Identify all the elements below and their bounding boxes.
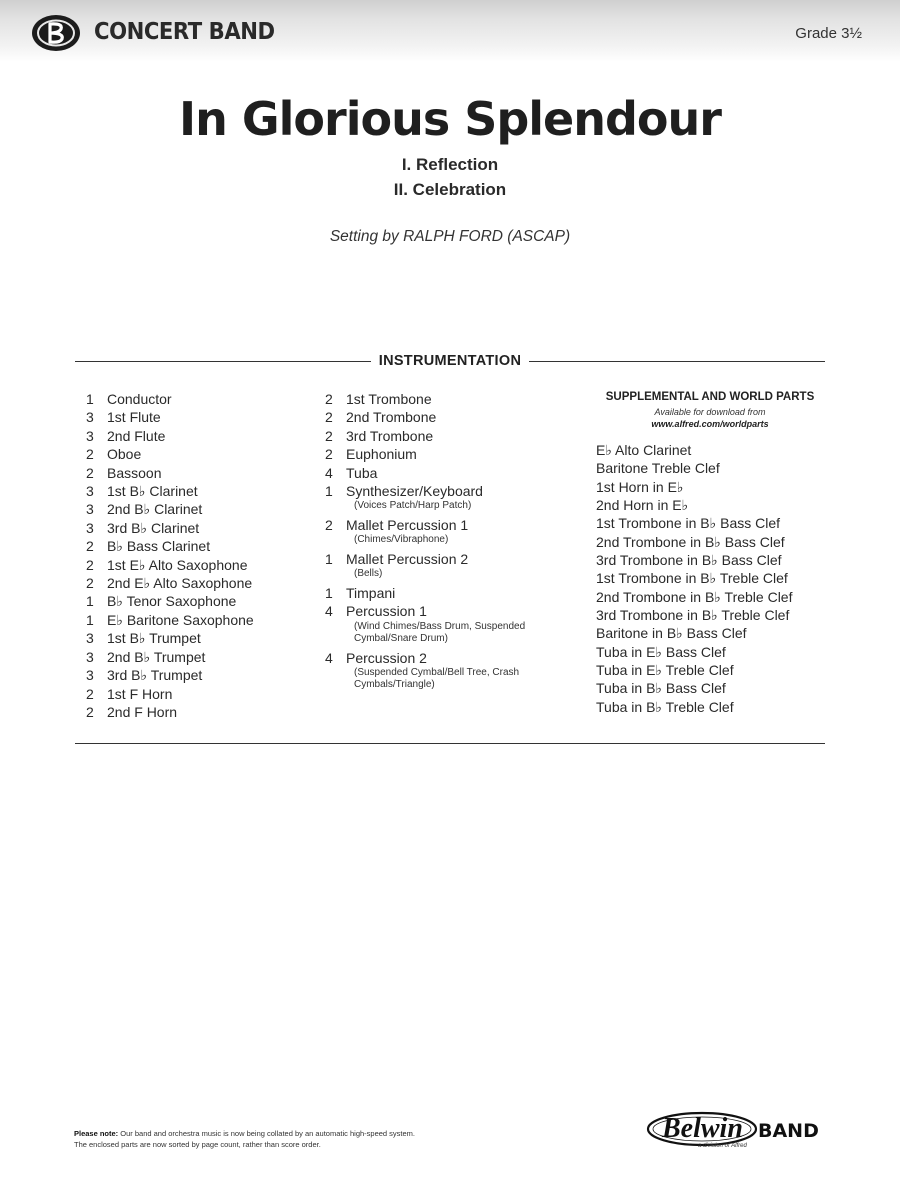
supplemental-part: 1st Trombone in B♭ Treble Clef xyxy=(596,570,788,587)
instrument-name: 3rd B♭ Clarinet xyxy=(107,519,200,536)
instrument-quantity: 2 xyxy=(325,446,333,463)
instrument-row xyxy=(325,445,525,463)
instrument-name: Euphonium xyxy=(346,446,417,463)
instrument-list-column-1 xyxy=(86,390,254,721)
instrument-row xyxy=(325,649,525,692)
instrument-note: (Voices Patch/Harp Patch) xyxy=(354,500,472,512)
belwin-tagline: a division of Alfred xyxy=(698,1143,747,1149)
instrument-note: Cymbal/Snare Drum) xyxy=(354,633,448,645)
piece-title: In Glorious Splendour xyxy=(179,92,721,146)
instrument-name: Synthesizer/Keyboard xyxy=(346,483,483,500)
instrument-quantity: 3 xyxy=(86,409,94,426)
instrument-row xyxy=(86,408,254,426)
instrument-row xyxy=(86,666,254,684)
supplemental-url: www.alfred.com/worldparts xyxy=(651,419,769,429)
instrument-name: 1st Flute xyxy=(107,409,161,426)
instrument-row xyxy=(86,556,254,574)
movement-2: II. Celebration xyxy=(393,180,507,199)
supplemental-part: 1st Horn in E♭ xyxy=(596,478,684,495)
instrument-quantity: 2 xyxy=(86,556,94,573)
supplemental-part: Tuba in E♭ Bass Clef xyxy=(596,643,726,660)
collation-note-label: Please note: xyxy=(74,1129,119,1138)
belwin-wordmark: Belwin xyxy=(662,1113,743,1144)
instrument-name: 1st E♭ Alto Saxophone xyxy=(107,556,248,573)
instrument-name: 1st Trombone xyxy=(346,391,432,407)
instrument-name: Mallet Percussion 2 xyxy=(346,550,469,567)
supplemental-part: 2nd Horn in E♭ xyxy=(596,497,689,514)
instrument-quantity: 2 xyxy=(86,538,94,555)
instrument-list-column-2 xyxy=(325,390,525,695)
instrument-note: (Chimes/Vibraphone) xyxy=(354,534,449,546)
supplemental-part: 1st Trombone in B♭ Bass Clef xyxy=(596,515,781,532)
supplemental-part: 3rd Trombone in B♭ Treble Clef xyxy=(596,607,790,624)
belwin-band-logo xyxy=(646,1108,830,1154)
instrument-quantity: 3 xyxy=(86,648,94,665)
supplemental-part: Tuba in B♭ Bass Clef xyxy=(596,680,726,697)
instrument-row xyxy=(86,500,254,518)
supplemental-part: 2nd Trombone in B♭ Treble Clef xyxy=(596,588,793,605)
instrument-quantity: 3 xyxy=(86,519,94,536)
instrument-name: Oboe xyxy=(107,446,142,463)
supplemental-part: Tuba in E♭ Treble Clef xyxy=(596,662,734,679)
instrument-name: 3rd Trombone xyxy=(346,427,434,444)
instrument-name: 1st B♭ Trumpet xyxy=(107,630,201,647)
instrument-quantity: 2 xyxy=(86,446,94,463)
instrument-name: B♭ Bass Clarinet xyxy=(107,538,211,555)
supplemental-part: Tuba in B♭ Treble Clef xyxy=(596,698,734,715)
supplemental-part: E♭ Alto Clarinet xyxy=(596,442,692,458)
instrument-note: Cymbals/Triangle) xyxy=(354,679,435,691)
grade-level: Grade 3½ xyxy=(795,25,862,42)
instrument-quantity: 4 xyxy=(325,464,333,481)
instrument-quantity: 3 xyxy=(86,427,94,444)
instrument-quantity: 2 xyxy=(86,703,94,720)
instrument-name: 2nd E♭ Alto Saxophone xyxy=(107,575,253,592)
instrument-row xyxy=(325,390,525,408)
supplemental-part: Baritone in B♭ Bass Clef xyxy=(596,625,747,642)
instrumentation-heading-text: INSTRUMENTATION xyxy=(371,353,530,369)
instrument-row xyxy=(86,445,254,463)
instrument-row xyxy=(325,464,525,482)
instrument-quantity: 1 xyxy=(86,391,94,407)
collation-note-line-2: The enclosed parts are now sorted by page count, rather than score order. xyxy=(74,1140,321,1149)
instrument-row xyxy=(325,427,525,445)
series-label: CONCERT BAND xyxy=(94,19,275,45)
instrument-row xyxy=(86,611,254,629)
instrument-quantity: 1 xyxy=(325,550,333,567)
instrument-row xyxy=(325,516,525,547)
instrument-name: E♭ Baritone Saxophone xyxy=(107,611,254,628)
instrument-name: 1st B♭ Clarinet xyxy=(107,483,198,500)
instrument-name: Percussion 2 xyxy=(346,649,427,666)
instrument-name: 3rd B♭ Trumpet xyxy=(107,667,203,684)
instrument-name: Mallet Percussion 1 xyxy=(346,516,469,533)
instrument-name: 2nd B♭ Trumpet xyxy=(107,648,206,665)
collation-note-line-1: Our band and orchestra music is now being collated by an automatic high-speed system. xyxy=(118,1129,416,1138)
instrument-row xyxy=(86,427,254,445)
instrument-name: Timpani xyxy=(346,584,396,601)
instrument-quantity: 2 xyxy=(325,516,333,533)
instrument-note: (Suspended Cymbal/Bell Tree, Crash xyxy=(354,666,520,678)
instrument-note: (Bells) xyxy=(354,568,383,580)
instrument-row xyxy=(86,464,254,482)
instrument-row xyxy=(86,519,254,537)
instrument-quantity: 2 xyxy=(325,409,333,426)
instrument-name: Percussion 1 xyxy=(346,603,427,620)
supplemental-available-note: Available for download from xyxy=(654,407,766,417)
instrument-row xyxy=(86,390,254,408)
instrument-quantity: 2 xyxy=(86,685,94,702)
instrument-row xyxy=(325,482,525,513)
instrument-row xyxy=(325,602,525,645)
instrument-quantity: 2 xyxy=(86,464,94,481)
belwin-band-word: BAND xyxy=(758,1120,819,1142)
instrument-quantity: 4 xyxy=(325,649,333,666)
supplemental-part: 3rd Trombone in B♭ Bass Clef xyxy=(596,552,782,569)
collation-note xyxy=(74,1128,415,1150)
instrument-quantity: 2 xyxy=(325,391,333,407)
instrument-name: 2nd Trombone xyxy=(346,409,437,426)
instrument-quantity: 3 xyxy=(86,667,94,684)
supplemental-heading: SUPPLEMENTAL AND WORLD PARTS xyxy=(605,391,815,403)
instrument-name: 2nd B♭ Clarinet xyxy=(107,501,203,518)
instrument-quantity: 1 xyxy=(86,593,94,610)
instrument-quantity: 2 xyxy=(325,427,333,444)
instrument-row xyxy=(86,703,254,721)
instrument-row xyxy=(86,537,254,555)
movement-1: I. Reflection xyxy=(401,155,499,174)
instrument-quantity: 3 xyxy=(86,501,94,518)
instrument-row xyxy=(325,550,525,581)
instrument-row xyxy=(86,629,254,647)
instrumentation-heading xyxy=(0,353,900,369)
instrument-quantity: 1 xyxy=(325,483,333,500)
instrument-name: Tuba xyxy=(346,464,378,481)
concert-band-logo-icon xyxy=(30,13,82,53)
instrument-name: Bassoon xyxy=(107,464,162,481)
instrument-quantity: 3 xyxy=(86,630,94,647)
instrument-quantity: 3 xyxy=(86,483,94,500)
instrument-row xyxy=(86,482,254,500)
instrument-name: B♭ Tenor Saxophone xyxy=(107,593,237,610)
instrument-row xyxy=(325,408,525,426)
instrument-quantity: 1 xyxy=(86,611,94,628)
instrument-row xyxy=(86,592,254,610)
instrument-quantity: 4 xyxy=(325,603,333,620)
instrument-name: Conductor xyxy=(107,391,172,407)
instrument-note: (Wind Chimes/Bass Drum, Suspended xyxy=(354,620,526,632)
instrument-name: 2nd F Horn xyxy=(107,703,178,720)
instrument-row xyxy=(86,685,254,703)
instrument-row xyxy=(325,584,525,602)
supplemental-parts-list xyxy=(596,441,793,716)
instrument-row xyxy=(86,648,254,666)
instrument-name: 1st F Horn xyxy=(107,685,173,702)
supplemental-part: Baritone Treble Clef xyxy=(596,460,720,477)
instrument-row xyxy=(86,574,254,592)
instrument-name: 2nd Flute xyxy=(107,427,166,444)
supplemental-part: 2nd Trombone in B♭ Bass Clef xyxy=(596,533,785,550)
instrument-quantity: 2 xyxy=(86,575,94,592)
instrumentation-bottom-rule xyxy=(75,743,825,744)
arranger-credit: Setting by RALPH FORD (ASCAP) xyxy=(329,228,571,245)
instrument-quantity: 1 xyxy=(325,584,333,601)
